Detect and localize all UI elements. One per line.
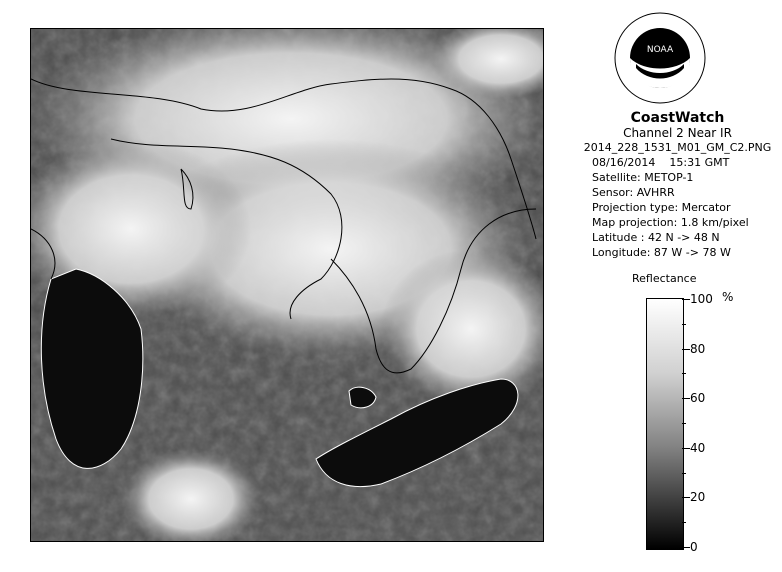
legend-tick-label: 60 <box>690 391 706 406</box>
date-time <box>560 155 775 170</box>
legend-title: Reflectance <box>632 272 697 285</box>
map-projection: Map projection: 1.8 km/pixel <box>592 216 749 229</box>
filename: 2014_228_1531_M01_GM_C2.PNG <box>583 141 772 154</box>
legend-unit: % <box>722 290 734 304</box>
legend-tick-label: 80 <box>690 341 706 356</box>
legend-tick <box>682 423 686 424</box>
legend-tick <box>682 324 686 325</box>
date: 08/16/2014 <box>592 156 656 169</box>
legend-tick <box>682 522 686 523</box>
noaa-logo <box>614 12 706 104</box>
latitude: Latitude : 42 N -> 48 N <box>592 231 720 244</box>
satellite-map <box>30 28 544 542</box>
brand-title: CoastWatch <box>630 110 725 126</box>
time: 15:31 GMT <box>669 156 730 169</box>
info-panel <box>560 110 775 260</box>
noaa-seal-icon <box>614 12 706 104</box>
legend-tick-label: 100 <box>690 292 713 306</box>
legend-tick <box>682 497 690 498</box>
legend-tick <box>682 547 690 548</box>
projection-type: Projection type: Mercator <box>592 201 731 214</box>
reflectance-scale-bar <box>646 298 684 550</box>
legend-tick <box>682 473 686 474</box>
legend-tick <box>682 448 690 449</box>
sensor: Sensor: AVHRR <box>592 186 675 199</box>
legend-tick <box>682 398 690 399</box>
map-image <box>31 29 543 541</box>
legend-tick <box>682 299 690 300</box>
legend-tick <box>682 373 686 374</box>
legend-tick-label: 20 <box>690 490 706 505</box>
logo-text: NOAA <box>646 45 674 55</box>
legend-tick-label: 0 <box>690 540 698 554</box>
longitude: Longitude: 87 W -> 78 W <box>592 246 731 259</box>
channel-label: Channel 2 Near IR <box>623 126 732 140</box>
legend-tick-label: 40 <box>690 440 706 455</box>
legend-tick <box>682 349 690 350</box>
satellite: Satellite: METOP-1 <box>592 171 694 184</box>
